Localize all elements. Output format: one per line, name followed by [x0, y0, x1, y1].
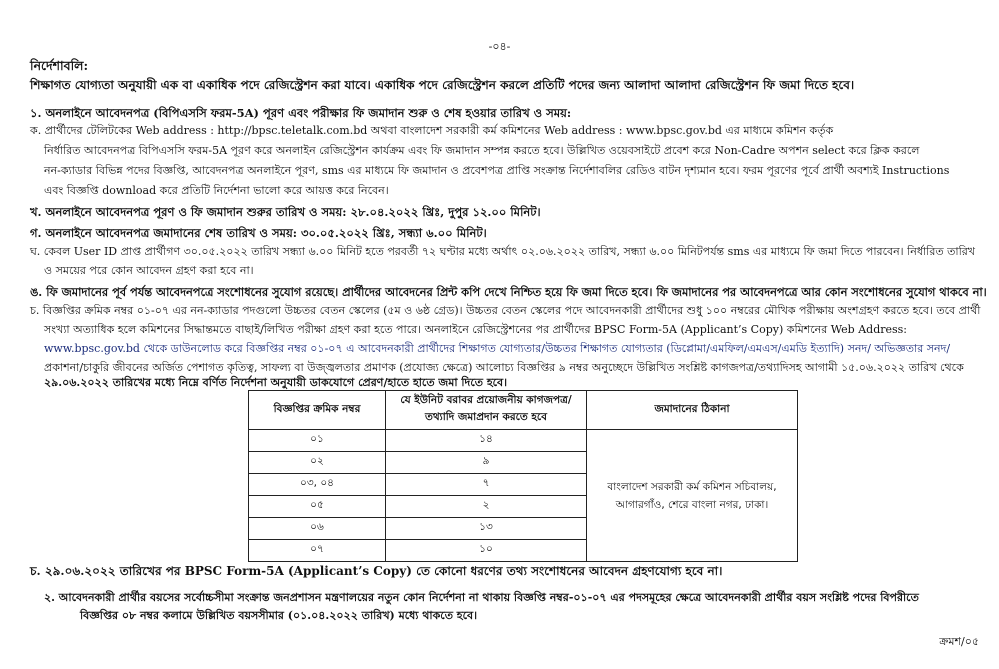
table-row [249, 430, 798, 452]
para-ka-line-1: ক. প্রার্থীদের টেলিটকের Web address : http://bpsc.teletalk.com.bd অথবা বাংলাদেশ সরকারী কর্ম কমিশনের Web address : www.bpsc.gov.bd এর মাধ্যমে কমিশন কর্তৃক [30, 124, 834, 137]
submission-table [248, 390, 798, 562]
col-header-unit: যে ইউনিট বরাবর প্রয়োজনীয় কাগজপত্র/তথ্যাদি জমাপ্রদান করতে হবে [386, 391, 587, 430]
col-header-address: জমাদানের ঠিকানা [587, 391, 798, 430]
para-ka-line-2: নির্ধারিত আবেদনপত্র বিপিএসসি ফরম-5A পূরণ করে অনলাইন রেজিস্ট্রেশন কার্যক্রম এবং ফি জমাদান সম্পন্ন করতে হবে। উল্লিখিত ওয়েবসাইটে প্রবেশ করে Non-Cadre অপশন select করে ক্লিক করলে [44, 144, 920, 157]
para-ka-line-3: নন-ক্যাডার বিভিন্ন পদের বিজ্ঞপ্তি, আবেদনপত্র অনলাইনে পূরণ, sms এর মাধ্যমে ফি জমাদান ও প্রবেশপত্র প্রাপ্তি সংক্রান্ত নির্দেশাবলির রেডিও বাটন দৃশ্যমান হবে। ফরম পূরণের পূর্বে প্রার্থী অবশ্যই Instructions [44, 164, 950, 177]
page-number: -০৪- [488, 40, 511, 53]
para-ca-line-3: www.bpsc.gov.bd থেকে ডাউনলোড করে বিজ্ঞপ্তির নম্বর ০১-০৭ এ আবেদনকারী প্রার্থীদের শিক্ষাগত যোগ্যতার/উচ্চতর শিক্ষাগত যোগ্যতার (ডিপ্লোমা/এমফিল/এমএস/এমডি ইত্যাদি) সনদ/ অভিজ্ঞতার সনদ/ [44, 342, 951, 355]
serial-cell: ০৩, ০৪ [249, 474, 386, 496]
para-ga: গ. অনলাইনে আবেদনপত্র জমাদানের শেষ তারিখ ও সময়: ৩০.০৫.২০২২ খ্রিঃ, সন্ধ্যা ৬.০০ মিনিট। [30, 226, 487, 240]
count-cell: ২ [386, 496, 587, 518]
intro-line: শিক্ষাগত যোগ্যতা অনুযায়ী এক বা একাধিক পদে রেজিস্ট্রেশন করা যাবে। একাধিক পদে রেজিস্ট্রেশন করলে প্রতিটি পদের জন্য আলাদা আলাদা রেজিস্ট্রেশন ফি জমা দিতে হবে। [30, 78, 855, 92]
section-2-line-2: বিজ্ঞপ্তির ০৮ নম্বর কলামে উল্লিখিত বয়সসীমার (০১.০৪.২০২২ তারিখ) মধ্যে থাকতে হবে। [80, 609, 478, 622]
para-ca-line-4: প্রকাশনা/চাকুরি জীবনের অর্জিত পেশাগত কৃতিত্ব, সাফল্য বা উজ্জ্বলতার প্রমাণক (প্রযোজ্য ক্ষেত্রে) আলোচ্য বিজ্ঞপ্তির ৯ নম্বর অনুচ্ছেদে উল্লিখিত সংশ্লিষ্ট কাগজপত্র/তথ্যাদিসহ আগামী ১৫.০৬.২০২২ তারিখ থেকে [44, 361, 964, 374]
count-cell: ৭ [386, 474, 587, 496]
count-cell: ১৩ [386, 518, 587, 540]
para-ka-line-4: এবং বিজ্ঞপ্তি download করে প্রতিটি নির্দেশনা ভালো করে আয়ত্ত করে নিবেন। [44, 184, 389, 197]
count-cell: ১০ [386, 540, 587, 562]
continued-marker: ক্রমশ/০৫ [939, 635, 979, 648]
section-2-line-1: ২. আবেদনকারী প্রার্থীর বয়সের সর্বোচ্চসীমা সংক্রান্ত জনপ্রশাসন মন্ত্রণালয়ের নতুন কোন নির্দেশনা না থাকায় বিজ্ঞপ্তি নম্বর-০১-০৭ এর পদসমূহের ক্ষেত্রে আবেদনকারী প্রার্থীর বয়স সংশ্লিষ্ট পদের বিপরীতে [44, 591, 919, 604]
serial-cell: ০২ [249, 452, 386, 474]
instructions-heading: নির্দেশাবলি: [30, 58, 89, 73]
para-umo: ঙ. ফি জমাদানের পূর্ব পর্যন্ত আবেদনপত্রে সংশোধনের সুযোগ রয়েছে। প্রার্থীদের আবেদনের প্রিন্ট কপি দেখে নিশ্চিত হয়ে ফি জমা দিতে হবে। ফি জমাদানের পর আবেদনপত্রে আর কোন সংশোধনের সুযোগ থাকবে না। [30, 285, 987, 299]
para-ca-2: চ. ২৯.০৬.২০২২ তারিখের পর BPSC Form-5A (Applicant’s Copy) তে কোনো ধরণের তথ্য সংশোধনের আবেদন গ্রহণযোগ্য হবে না। [30, 564, 723, 578]
count-cell: ৯ [386, 452, 587, 474]
para-gha-line-1: ঘ. কেবল User ID প্রাপ্ত প্রার্থীগণ ৩০.০৫.২০২২ তারিখ সন্ধ্যা ৬.০০ মিনিট হতে পরবর্তী ৭২ ঘণ্টার মধ্যে অর্থাৎ ০২.০৬.২০২২ তারিখ, সন্ধ্যা ৬.০০ মিনিটপর্যন্ত sms এর মাধ্যমে ফি জমা দিতে পারবেন। নির্ধারিত তারিখ [30, 245, 975, 258]
para-gha-line-2: ও সময়ের পরে কোন আবেদন গ্রহণ করা হবে না। [44, 264, 254, 277]
para-ca-line-1: চ. বিজ্ঞপ্তির ক্রমিক নম্বর ০১-০৭ এর নন-ক্যাডার পদগুলো উচ্চতর বেতন স্কেলের (৫ম ও ৬ষ্ঠ গ্রেড)। উচ্চতর বেতন স্কেলের পদে আবেদনকারী প্রার্থীদের শুধু ১০০ নম্বরের মৌখিক পরীক্ষায় অংশগ্রহণ করতে হবে। তবে প্রার্থী [30, 304, 981, 317]
para-kha: খ. অনলাইনে আবেদনপত্র পূরণ ও ফি জমাদান শুরুর তারিখ ও সময়: ২৮.০৪.২০২২ খ্রিঃ, দুপুর ১২.০০ মিনিট। [30, 205, 541, 219]
para-ca-line-5: ২৯.০৬.২০২২ তারিখের মধ্যে নিম্নে বর্ণিত নির্দেশনা অনুযায়ী ডাকযোগে প্রেরণ/হাতে হাতে জমা দিতে হবে। [44, 376, 508, 389]
serial-cell: ০৫ [249, 496, 386, 518]
count-cell: ১৪ [386, 430, 587, 452]
section-1-title: ১. অনলাইনে আবেদনপত্র (বিপিএসসি ফরম-5A) পূরণ এবং পরীক্ষার ফি জমাদান শুরু ও শেষ হওয়ার তারিখ ও সময়: [30, 106, 572, 120]
col-header-serial: বিজ্ঞপ্তির ক্রমিক নম্বর [249, 391, 386, 430]
para-ca-line-2: সংখ্যা অত্যাধিক হলে কমিশনের সিদ্ধান্তমতে বাছাই/লিখিত পরীক্ষা গ্রহণ করা হতে পারে। অনলাইনে রেজিস্ট্রেশনের পর প্রার্থীদের BPSC Form-5A (Applicant’s Copy) কমিশনের Web Address: [44, 323, 907, 336]
address-cell: বাংলাদেশ সরকারী কর্ম কমিশন সচিবালয়, আগারগাঁও, শেরে বাংলা নগর, ঢাকা। [587, 430, 798, 562]
serial-cell: ০৬ [249, 518, 386, 540]
serial-cell: ০৭ [249, 540, 386, 562]
serial-cell: ০১ [249, 430, 386, 452]
